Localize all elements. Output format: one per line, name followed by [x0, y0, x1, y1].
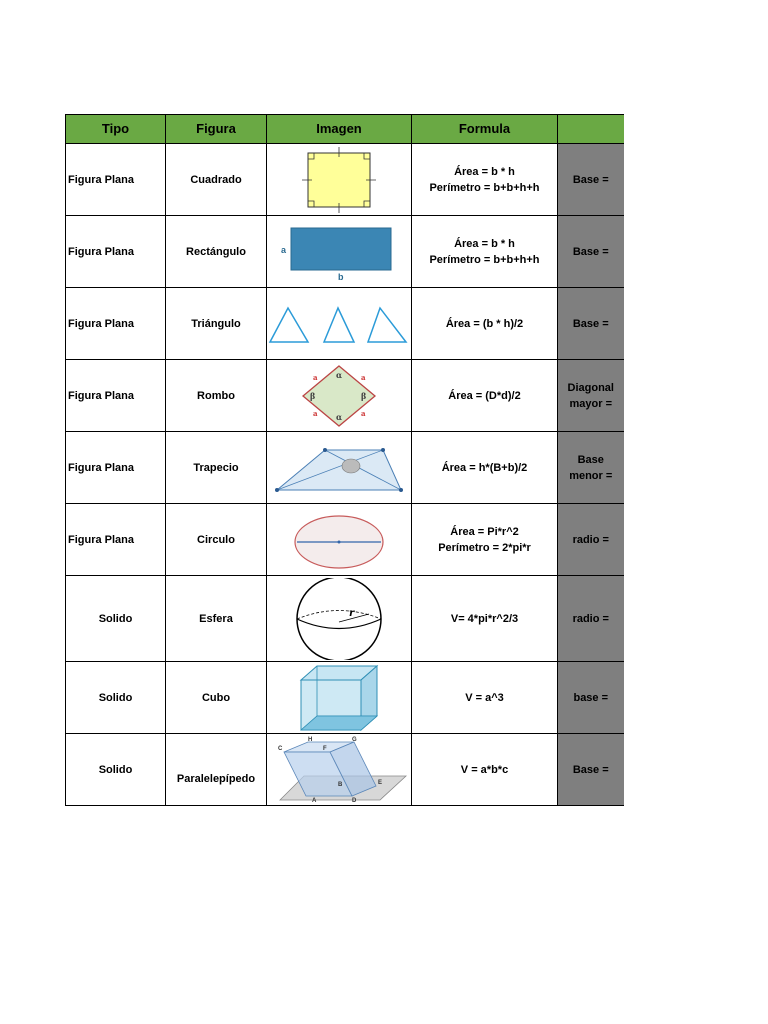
cell-figura[interactable]: Paralelepípedo: [166, 734, 267, 806]
formula-line: Área = h*(B+b)/2: [441, 461, 528, 474]
header-figura[interactable]: Figura: [166, 115, 267, 144]
formula-line: Área = b * h: [454, 165, 515, 178]
formula-line: V= 4*pi*r^2/3: [450, 612, 519, 625]
table-row: [66, 144, 624, 216]
formula-line: Perímetro = 2*pi*r: [438, 541, 531, 554]
image-label: F: [323, 745, 327, 752]
table-row: [66, 662, 624, 734]
cell-formula[interactable]: [412, 734, 558, 806]
header-row: [66, 115, 624, 144]
image-label: D: [352, 797, 357, 804]
cell-imagen[interactable]: [267, 734, 412, 806]
cell-figura[interactable]: Circulo: [166, 504, 267, 576]
value-label: radio =: [572, 533, 609, 546]
cell-tipo[interactable]: Solido: [66, 734, 166, 806]
sphere-diagram-icon: [293, 578, 385, 660]
cell-imagen[interactable]: [267, 432, 412, 504]
cell-figura[interactable]: Rectángulo: [166, 216, 267, 288]
value-label: Base =: [572, 245, 609, 258]
value-label: Base =: [572, 317, 609, 330]
image-label: a: [361, 408, 366, 418]
table-row: [66, 216, 624, 288]
rhombus-diagram-icon: [299, 364, 379, 428]
table-row: [66, 734, 624, 806]
cell-figura[interactable]: Rombo: [166, 360, 267, 432]
value-label: base =: [573, 691, 609, 704]
image-label: G: [352, 736, 357, 743]
cell-figura[interactable]: Esfera: [166, 576, 267, 662]
cell-formula[interactable]: [412, 288, 558, 360]
formula-line: Área = b * h: [454, 237, 515, 250]
image-label: α: [336, 411, 343, 422]
cell-figura[interactable]: Trapecio: [166, 432, 267, 504]
cell-imagen[interactable]: [267, 144, 412, 216]
cell-formula[interactable]: [412, 216, 558, 288]
header-formula[interactable]: Formula: [412, 115, 558, 144]
triangles-diagram-icon: [268, 302, 410, 346]
header-imagen[interactable]: Imagen: [267, 115, 412, 144]
table-row: [66, 504, 624, 576]
value-label: radio =: [572, 612, 609, 625]
image-label: β: [310, 390, 316, 401]
value-label: Base: [577, 453, 604, 466]
cell-formula[interactable]: [412, 576, 558, 662]
image-label: b: [338, 271, 344, 282]
cell-value[interactable]: [558, 576, 624, 662]
image-label: E: [378, 779, 383, 786]
cell-figura[interactable]: Triángulo: [166, 288, 267, 360]
cell-tipo[interactable]: Figura Plana: [66, 216, 166, 288]
formula-line: Perímetro = b+b+h+h: [429, 253, 540, 266]
cell-tipo[interactable]: Figura Plana: [66, 504, 166, 576]
image-label: a: [313, 408, 318, 418]
image-label: a: [281, 244, 287, 255]
cell-imagen[interactable]: [267, 576, 412, 662]
formula-line: Área = Pi*r^2: [450, 525, 519, 538]
cell-formula[interactable]: [412, 432, 558, 504]
formula-line: Área = (b * h)/2: [445, 317, 524, 330]
square-diagram-icon: [302, 147, 376, 213]
cell-value[interactable]: [558, 432, 624, 504]
cell-tipo[interactable]: Figura Plana: [66, 288, 166, 360]
value-label: Base =: [572, 763, 609, 776]
cell-tipo[interactable]: Solido: [66, 662, 166, 734]
cube-diagram-icon: [297, 664, 381, 732]
image-label: a: [313, 372, 318, 382]
value-label: Diagonal: [567, 381, 614, 394]
image-label: β: [361, 390, 367, 401]
cell-imagen[interactable]: [267, 216, 412, 288]
cell-tipo[interactable]: Figura Plana: [66, 432, 166, 504]
cell-value[interactable]: [558, 288, 624, 360]
image-label: H: [308, 736, 313, 743]
cell-tipo[interactable]: Solido: [66, 576, 166, 662]
cell-formula[interactable]: [412, 360, 558, 432]
formula-line: V = a*b*c: [460, 763, 509, 776]
value-label: mayor =: [569, 397, 612, 410]
cell-imagen[interactable]: [267, 360, 412, 432]
image-label: r: [349, 607, 355, 619]
circle-diagram-icon: [291, 508, 387, 572]
formula-line: Área = (D*d)/2: [448, 389, 521, 402]
table-row: [66, 432, 624, 504]
cell-figura[interactable]: Cuadrado: [166, 144, 267, 216]
cell-imagen[interactable]: [267, 662, 412, 734]
cell-figura[interactable]: Cubo: [166, 662, 267, 734]
header-tipo[interactable]: Tipo: [66, 115, 166, 144]
header-value[interactable]: [558, 115, 624, 144]
formula-line: Perímetro = b+b+h+h: [429, 181, 540, 194]
cell-tipo[interactable]: Figura Plana: [66, 360, 166, 432]
table-row: [66, 288, 624, 360]
cell-imagen[interactable]: [267, 504, 412, 576]
cell-value[interactable]: [558, 216, 624, 288]
image-label: A: [312, 797, 317, 804]
rectangle-diagram-icon: [275, 222, 403, 282]
cell-value[interactable]: [558, 734, 624, 806]
cell-formula[interactable]: [412, 504, 558, 576]
formula-line: V = a^3: [465, 691, 504, 704]
image-label: C: [278, 745, 283, 752]
cell-formula[interactable]: [412, 144, 558, 216]
image-label: α: [336, 369, 343, 380]
table-row: [66, 360, 624, 432]
table-row: [66, 576, 624, 662]
value-label: Base =: [572, 173, 609, 186]
image-label: B: [338, 781, 343, 788]
cell-tipo[interactable]: Figura Plana: [66, 144, 166, 216]
cell-imagen[interactable]: [267, 288, 412, 360]
cell-value[interactable]: [558, 662, 624, 734]
trapezoid-diagram-icon: [273, 440, 405, 496]
image-label: a: [361, 372, 366, 382]
cell-value[interactable]: [558, 504, 624, 576]
cell-formula[interactable]: [412, 662, 558, 734]
cell-value[interactable]: [558, 144, 624, 216]
cell-value[interactable]: [558, 360, 624, 432]
value-label: menor =: [569, 469, 613, 482]
shapes-formula-table: [65, 114, 624, 806]
parallelepiped-diagram-icon: [268, 736, 410, 804]
